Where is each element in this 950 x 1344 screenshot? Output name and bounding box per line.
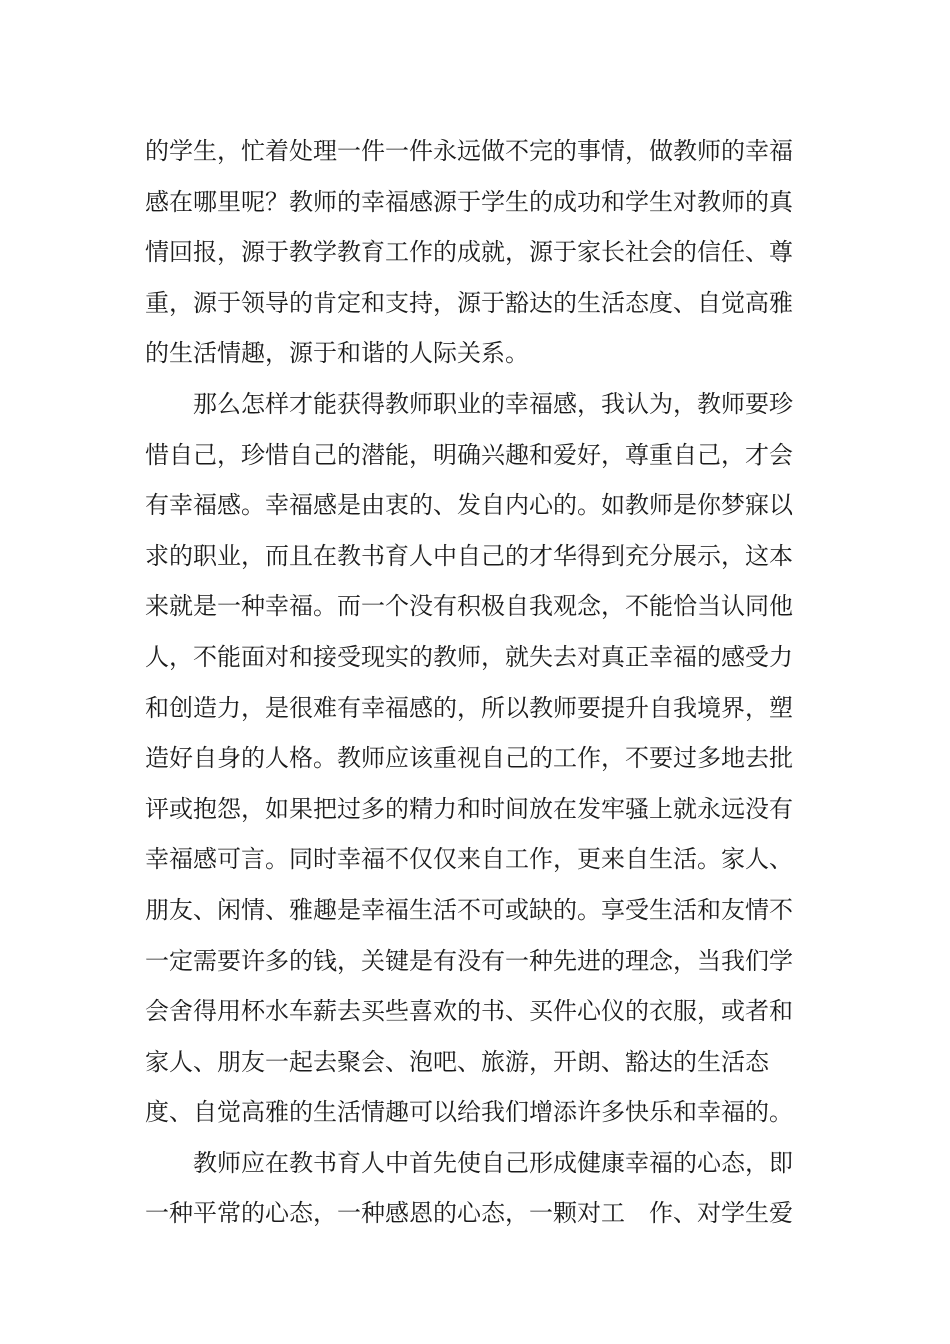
- paragraph-line: 那么怎样才能获得教师职业的幸福感，我认为，教师要珍: [193, 389, 793, 418]
- paragraph-line: 的生活情趣，源于和谐的人际关系。: [145, 339, 529, 368]
- paragraph-line: 造好自身的人格。教师应该重视自己的工作，不要过多地去批: [145, 744, 793, 773]
- paragraph-line: 惜自己，珍惜自己的潜能，明确兴趣和爱好，尊重自己，才会: [145, 440, 793, 469]
- paragraph-line: 来就是一种幸福。而一个没有积极自我观念，不能恰当认同他: [145, 592, 793, 621]
- paragraph-line: 教师应在教书育人中首先使自己形成健康幸福的心态，即: [193, 1148, 793, 1177]
- paragraph-3: [145, 1138, 805, 1239]
- paragraph-line: 度、自觉高雅的生活情趣可以给我们增添许多快乐和幸福的。: [145, 1098, 793, 1127]
- paragraph-line: 情回报，源于教学教育工作的成就，源于家长社会的信任、尊: [145, 238, 793, 267]
- paragraph-line: 一种平常的心态，一种感恩的心态，一颗对工 作、对学生爱: [145, 1199, 793, 1228]
- paragraph-line: 重，源于领导的肯定和支持，源于豁达的生活态度、自觉高雅: [145, 288, 793, 317]
- paragraph-2: [145, 379, 805, 1138]
- paragraph-line: 的学生，忙着处理一件一件永远做不完的事情，做教师的幸福: [145, 137, 793, 165]
- paragraph-line: 求的职业，而且在教书育人中自己的才华得到充分展示，这本: [145, 541, 793, 570]
- paragraph-line: 家人、朋友一起去聚会、泡吧、旅游，开朗、豁达的生活态: [145, 1047, 769, 1076]
- paragraph-line: 人，不能面对和接受现实的教师，就失去对真正幸福的感受力: [145, 642, 793, 671]
- paragraph-line: 有幸福感。幸福感是由衷的、发自内心的。如教师是你梦寐以: [145, 491, 793, 520]
- paragraph-line: 和创造力，是很难有幸福感的，所以教师要提升自我境界，塑: [145, 693, 793, 722]
- paragraph-line: 感在哪里呢？教师的幸福感源于学生的成功和学生对教师的真: [145, 187, 793, 216]
- paragraph-line: 会舍得用杯水车薪去买些喜欢的书、买件心仪的衣服，或者和: [145, 997, 793, 1026]
- paragraph-line: 评或抱怨，如果把过多的精力和时间放在发牢骚上就永远没有: [145, 794, 793, 823]
- paragraph-line: 朋友、闲情、雅趣是幸福生活不可或缺的。享受生活和友情不: [145, 895, 793, 924]
- paragraph-1: [145, 126, 805, 379]
- paragraph-line: 幸福感可言。同时幸福不仅仅来自工作，更来自生活。家人、: [145, 845, 793, 874]
- paragraph-line: 一定需要许多的钱，关键是有没有一种先进的理念，当我们学: [145, 946, 793, 975]
- body-text: [145, 126, 805, 1239]
